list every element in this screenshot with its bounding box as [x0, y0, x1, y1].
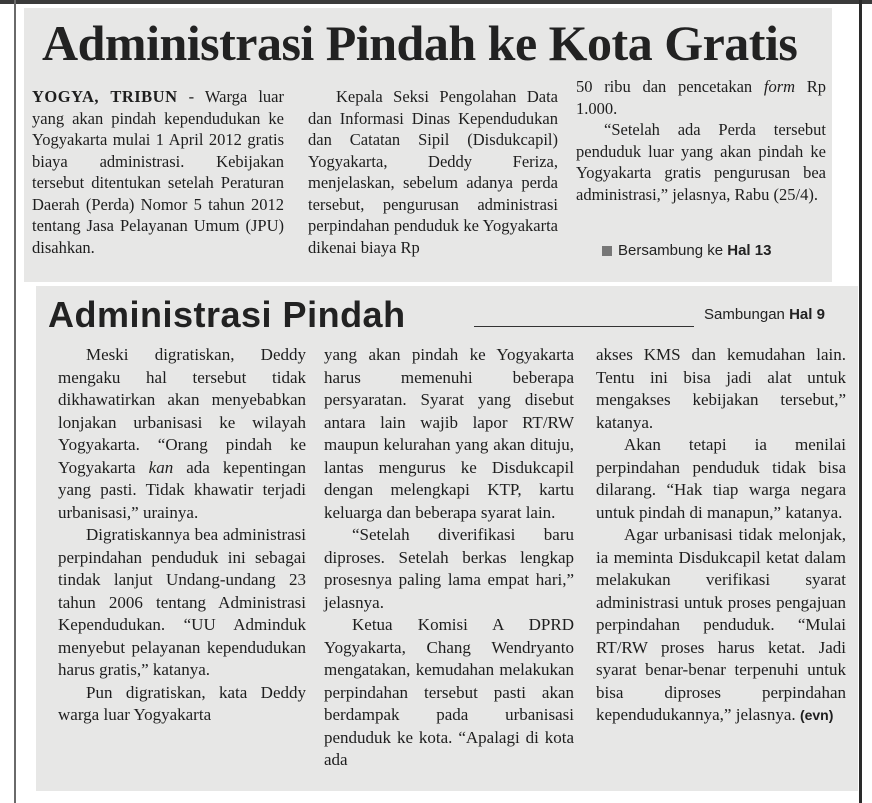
byline: (evn): [799, 707, 834, 723]
article1-col1-text: - Warga luar yang akan pindah kependudukan ke Yogyakarta mulai 1 April 2012 gratis biaya administrasi. Kebijakan tersebut ditentukan setelah Peraturan Daerah (Perda) Nomor 5 tahun 2012 tentang Jasa Pelayanan Umum (JPU) disahkan.: [32, 87, 284, 257]
article2-col1-text-b: ada kepentingan yang pasti. Tidak khawatir terjadi urbanisasi,” urainya.: [58, 457, 306, 522]
article2-col3-para2: Akan tetapi ia menilai perpindahan penduduk tidak bisa dilarang. “Hak tiap warga negara untuk pindah di manapun,” katanya.: [596, 435, 846, 522]
article2-column-3: [596, 344, 846, 727]
continued-page: Hal 13: [727, 242, 772, 259]
article2-col2-para3: Ketua Komisi A DPRD Yogyakarta, Chang Wendryanto mengatakan, kemudahan melakukan perpindahan tersebut pasti akan berdampak pada urbanisasi penduduk ke kota. “Apalagi di kota ada: [324, 615, 574, 769]
article1-column-3: [576, 76, 826, 205]
square-bullet-icon: [602, 246, 612, 256]
article2-column-1: [58, 344, 306, 727]
continued-text: Bersambung ke: [618, 242, 724, 259]
article2-column-2: [324, 344, 574, 772]
article1-col3-text-b: Rp 1.000.: [576, 77, 826, 118]
article1-col3-text-a: 50 ribu dan pencetakan: [576, 77, 764, 96]
article2-col3-para1: akses KMS dan kemudahan lain. Tentu ini bisa jadi alat untuk mengakses kebijakan tersebut,” katanya.: [596, 345, 846, 432]
continued-note-1: [602, 242, 771, 259]
continued-text-2: Sambungan: [704, 306, 785, 323]
dateline: YOGYA, TRIBUN: [32, 87, 178, 106]
scan-border-top: [0, 0, 872, 4]
continued-note-2: [704, 306, 825, 323]
article2-col3-para3: Agar urbanisasi tidak melonjak, ia meminta Disdukcapil ketat dalam melakukan verifikasi syarat administrasi untuk proses pengajuan perpindahan penduduk. “Mulai RT/RW proses harus ketat. Jadi syarat benar-benar terpenuhi untuk bisa diproses perpindahan kependudukannya,” jelasnya.: [596, 525, 846, 724]
headline-rule: [474, 326, 694, 327]
headline-2: Administrasi Pindah: [48, 294, 406, 335]
form-italic: form: [763, 77, 796, 96]
article1-column-2: [308, 86, 558, 258]
article2-col1-para3: Pun digratiskan, kata Deddy warga luar Yogyakarta: [58, 682, 306, 724]
news-clipping-1: [24, 8, 832, 282]
scan-border-right: [859, 0, 862, 803]
article1-column-1: [32, 86, 284, 258]
kan-italic: kan: [148, 457, 174, 477]
article1-col3-quote: “Setelah ada Perda tersebut penduduk luar yang akan pindah ke Yogyakarta gratis pengurusan bea administrasi,” jelasnya, Rabu (25/4).: [576, 120, 826, 204]
article2-col1-para2: Digratiskannya bea administrasi perpindahan penduduk ini sebagai tindak lanjut Undang-undang 23 tahun 2006 tentang Administrasi Kependudukan. “UU Adminduk menyebut pelayanan kependudukan harus gratis,” katanya.: [58, 525, 306, 679]
continued-page-2: Hal 9: [789, 306, 825, 323]
news-clipping-2: [36, 286, 858, 791]
article2-col1-text-a: Meski digratiskan, Deddy mengaku hal tersebut tidak dikhawatirkan akan menyebabkan lonjakan urbanisasi ke wilayah Yogyakarta. “Orang pindah ke Yogyakarta: [58, 345, 306, 477]
scan-border-left: [14, 0, 16, 803]
article1-col2-text: Kepala Seksi Pengolahan Data dan Informasi Dinas Kependudukan dan Catatan Sipil (Disdukcapil) Yogyakarta, Deddy Feriza, menjelaskan, sebelum adanya perda tersebut, pengurusan administrasi perpindahan penduduk ke Yogyakarta dikenai biaya Rp: [308, 87, 558, 257]
article2-col2-para2: “Setelah diverifikasi baru diproses. Setelah berkas lengkap prosesnya paling lama empat hari,” jelasnya.: [324, 525, 574, 612]
article2-col2-para1: yang akan pindah ke Yogyakarta harus memenuhi beberapa persyaratan. Syarat yang disebut antara lain wajib lapor RT/RW maupun kelurahan yang akan dituju, lantas mengurus ke Disdukcapil dengan melengkapi KTP, kartu keluarga dan beberapa syarat lain.: [324, 345, 574, 522]
headline-1: Administrasi Pindah ke Kota Gratis: [42, 15, 798, 71]
